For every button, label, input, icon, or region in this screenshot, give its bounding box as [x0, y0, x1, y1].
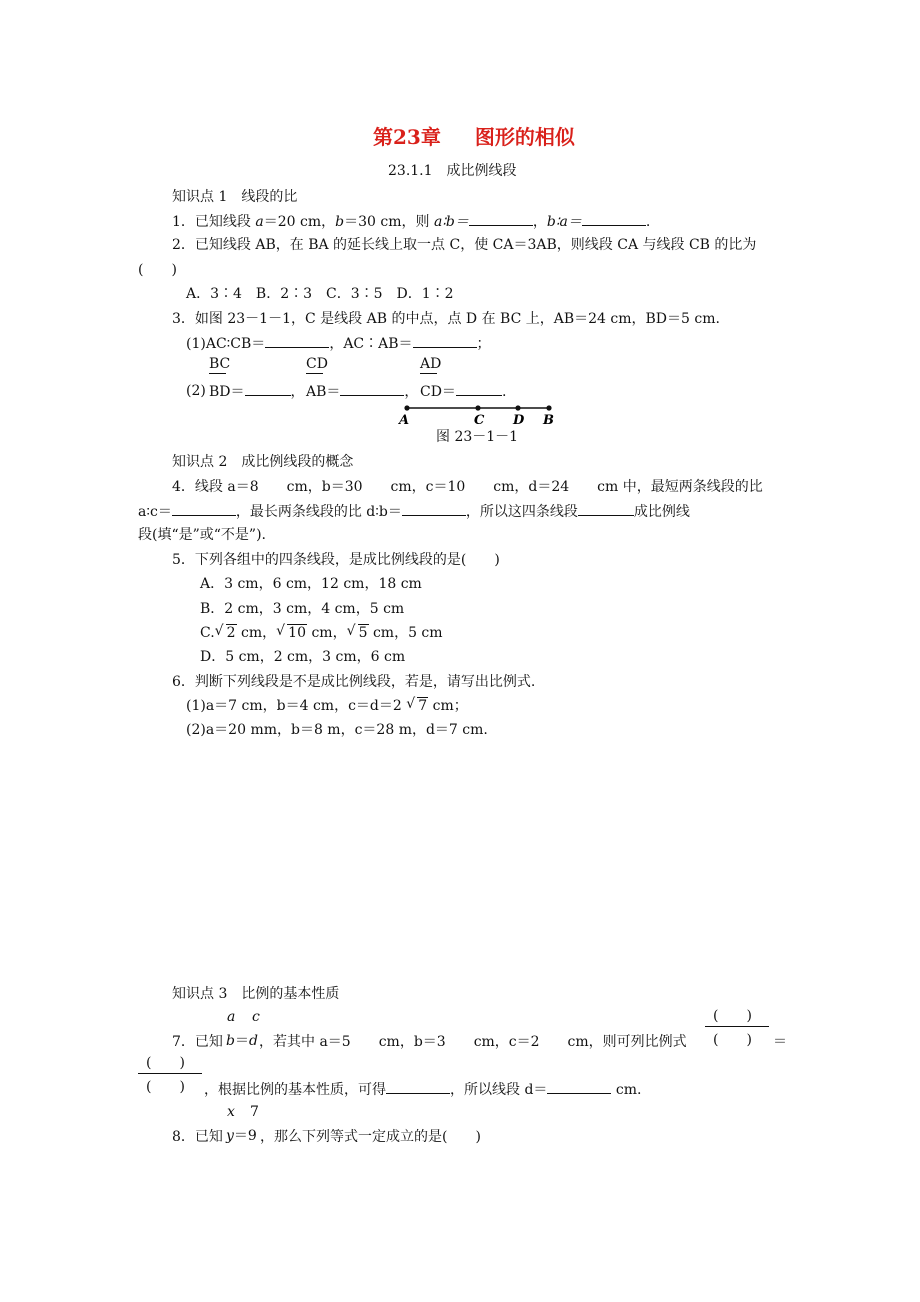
question-3: 3．如图 23－1－1，C 是线段 AB 的中点，点 D 在 BC 上，AB＝24 cm，BD＝5 cm.: [172, 311, 720, 327]
question-4-line-1: 4．线段 a＝8 cm，b＝30 cm，c＝10 cm，d＝24 cm 中，最短两条线段的比: [172, 479, 763, 495]
q4-blank-1[interactable]: [172, 502, 236, 516]
q3-blank-2[interactable]: [413, 334, 477, 348]
kp3-heading: 知识点 3 比例的基本性质: [172, 986, 340, 1002]
chapter-title: [373, 125, 575, 149]
fraction-a-b: a c b＝d: [226, 1009, 260, 1049]
question-3-part-1: (1)AC∶CB＝ ，AC∶AB＝ ；: [186, 336, 491, 352]
q1-blank-1[interactable]: [469, 212, 533, 226]
point-b-dot: [546, 405, 551, 410]
question-5-option-c[interactable]: C. √ 2 cm， √ 10 cm， √ 5 cm，5 cm: [200, 623, 443, 641]
q7-blank-4[interactable]: [547, 1080, 611, 1094]
q4-blank-3[interactable]: [578, 502, 634, 516]
question-4-line-3: 段(填“是”或“不是”).: [138, 527, 267, 543]
q1-blank-2[interactable]: [582, 212, 646, 226]
question-8-text: ，那么下列等式一定成立的是( ): [260, 1129, 481, 1145]
q3-blank-1[interactable]: [265, 334, 329, 348]
q7-blank-3[interactable]: [386, 1080, 450, 1094]
point-a-label: A: [399, 413, 410, 428]
figure-caption: 图 23－1－1: [436, 429, 519, 445]
q7-blank-fraction-2[interactable]: ( ) ( ): [138, 1055, 204, 1097]
question-6-part-2: (2)a＝20 mm，b＝8 m，c＝28 m，d＝7 cm.: [186, 722, 488, 738]
kp2-heading: 知识点 2 成比例线段的概念: [172, 454, 354, 470]
point-c-label: C: [474, 413, 485, 428]
question-7-equals: ＝: [773, 1034, 787, 1050]
fraction-ad-cd: AD CD＝ .: [420, 356, 507, 400]
q7-blank-fraction-1[interactable]: ( ) ( ): [705, 1008, 771, 1050]
question-6: 6．判断下列线段是不是成比例线段，若是，请写出比例式.: [172, 674, 536, 690]
question-5: 5．下列各组中的四条线段，是成比例线段的是( ): [172, 552, 500, 568]
question-1: 1．已知线段 a＝20 cm，b＝30 cm，则 a∶b＝ ，b∶a＝ .: [172, 214, 651, 230]
section-title: 23.1.1 成比例线段: [388, 163, 517, 179]
question-2: 2．已知线段 AB，在 BA 的延长线上取一点 C，使 CA＝3AB，则线段 CA 与线段 CB 的比为: [172, 237, 757, 253]
point-b-label: B: [543, 413, 554, 428]
question-2-options: A．3∶4 B．2∶3 C．3∶5 D．1∶2: [186, 286, 454, 302]
fraction-cd-ab: CD AB＝ ，: [306, 356, 419, 400]
q3-blank-4[interactable]: [340, 382, 404, 396]
question-2-paren[interactable]: ( ): [138, 262, 177, 278]
question-5-option-d[interactable]: D．5 cm，2 cm，3 cm，6 cm: [200, 649, 406, 665]
question-7-prefix: 7．已知: [172, 1034, 223, 1050]
chapter-number: 第23章: [373, 125, 441, 149]
q3-blank-5[interactable]: [456, 382, 502, 396]
chapter-name: 图形的相似: [474, 125, 575, 149]
sqrt-7: √ 7: [406, 696, 428, 714]
fraction-x-y: x 7 y＝9: [226, 1104, 259, 1144]
sqrt-5: √ 5: [346, 623, 368, 641]
point-c-dot: [475, 405, 480, 410]
fraction-bc-bd: BC BD＝ ，: [209, 356, 305, 400]
question-7-line-2: ，根据比例的基本性质，可得 ，所以线段 d＝ cm.: [204, 1082, 642, 1098]
q4-blank-2[interactable]: [402, 502, 466, 516]
kp1-heading: 知识点 1 线段的比: [172, 189, 298, 205]
question-5-option-a[interactable]: A．3 cm，6 cm，12 cm，18 cm: [200, 576, 422, 592]
sqrt-2: √ 2: [214, 623, 236, 641]
question-6-part-1: (1)a＝7 cm，b＝4 cm，c＝d＝2 √ 7 cm；: [186, 696, 468, 714]
question-4-line-2: a∶c＝ ，最长两条线段的比 d∶b＝ ，所以这四条线段 成比例线: [138, 504, 690, 520]
figure-segment-ab: [395, 400, 565, 430]
point-a-dot: [404, 405, 409, 410]
q3-blank-3[interactable]: [245, 382, 291, 396]
question-8-prefix: 8．已知: [172, 1129, 223, 1145]
question-7-text: ，若其中 a＝5 cm，b＝3 cm，c＝2 cm，则可列比例式: [259, 1034, 687, 1050]
point-d-label: D: [513, 413, 525, 428]
sqrt-10: √ 10: [276, 623, 306, 641]
question-3-part-2-label: (2): [186, 383, 206, 399]
point-d-dot: [515, 405, 520, 410]
question-5-option-b[interactable]: B．2 cm，3 cm，4 cm，5 cm: [200, 601, 405, 617]
